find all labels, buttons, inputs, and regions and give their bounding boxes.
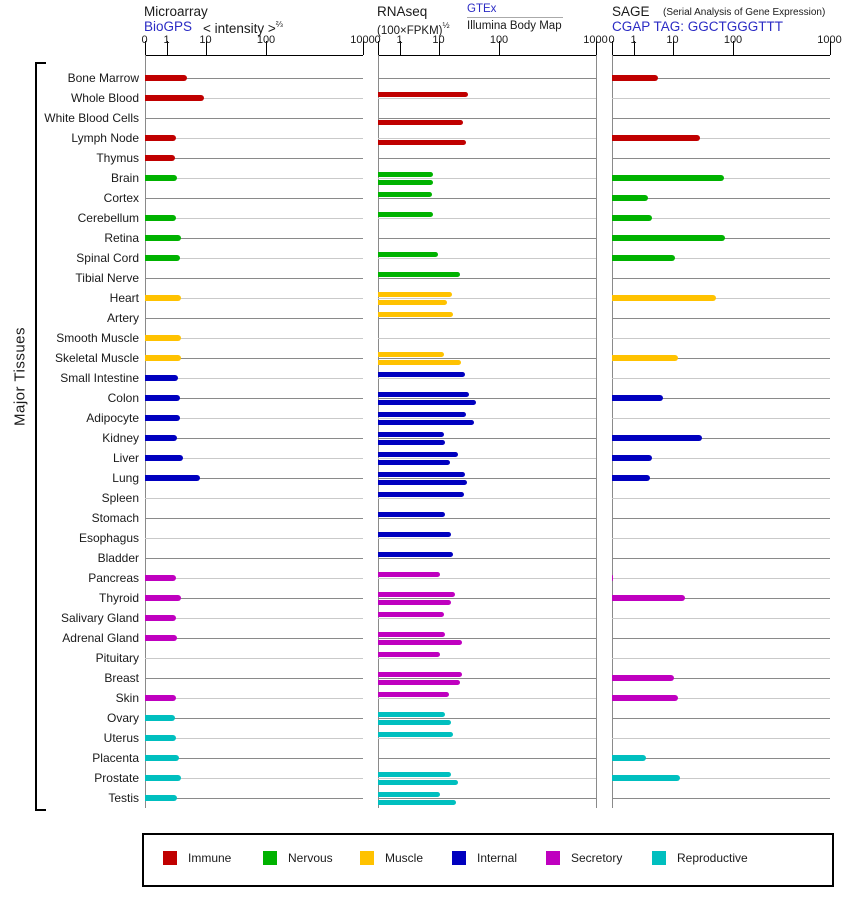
axis-tick-label: 100 [256, 34, 276, 46]
microarray-bar-prostate [145, 775, 181, 781]
rnaseq-gtex-bar-breast [378, 672, 462, 677]
row-gridline [378, 738, 596, 739]
tissue-label-skin: Skin [115, 691, 139, 705]
tissue-label-breast: Breast [104, 671, 139, 685]
rnaseq-illumina-bar-white-blood-cells [378, 120, 463, 125]
row-gridline [378, 158, 596, 159]
microarray-bar-whole-blood [145, 95, 204, 101]
tissue-label-adrenal-gland: Adrenal Gland [62, 631, 139, 645]
axis-tick-label: 1 [163, 34, 170, 46]
tissue-label-smooth-muscle: Smooth Muscle [56, 331, 139, 345]
sage-bar-retina [612, 235, 726, 241]
microarray-bar-small-intestine [145, 375, 179, 381]
axis-tick-label: 1000 [583, 34, 608, 46]
sage-bar-colon [612, 395, 664, 401]
row-gridline [612, 798, 830, 799]
row-gridline [378, 378, 596, 379]
tissue-label-colon: Colon [107, 391, 139, 405]
rnaseq-illumina-bar-heart [378, 300, 447, 305]
rnaseq-illumina-bar-colon [378, 400, 476, 405]
row-gridline [145, 318, 363, 319]
row-gridline [145, 118, 363, 119]
row-gridline [145, 138, 363, 139]
legend-item-reproductive [652, 851, 748, 865]
rnaseq-illumina-bar-adipocyte [378, 420, 475, 425]
microarray-bar-colon [145, 395, 180, 401]
row-gridline [378, 458, 596, 459]
tissue-label-kidney: Kidney [102, 431, 139, 445]
legend-swatch-muscle [360, 851, 374, 865]
tissue-label-thymus: Thymus [96, 151, 139, 165]
microarray-bar-placenta [145, 755, 180, 761]
rnaseq-gtex-bar-stomach [378, 512, 445, 517]
microarray-bar-thymus [145, 155, 176, 161]
rnaseq-gtex-bar-cerebellum [378, 212, 433, 217]
tissue-label-whole-blood: Whole Blood [70, 91, 139, 105]
axis-tick-label: 0 [608, 34, 615, 46]
tissue-label-ovary: Ovary [106, 711, 139, 725]
row-gridline [378, 798, 596, 799]
rnaseq-gtex-bar-adipocyte [378, 412, 467, 417]
tissue-label-cortex: Cortex [103, 191, 139, 205]
tissue-label-bone-marrow: Bone Marrow [67, 71, 139, 85]
row-gridline [378, 258, 596, 259]
microarray-scale-label: < intensity >$^{\frac{2}{3}}$ [203, 19, 283, 36]
row-gridline [612, 558, 830, 559]
row-gridline [145, 518, 363, 519]
rnaseq-title: RNAseq [377, 4, 428, 19]
row-gridline [378, 318, 596, 319]
microarray-bar-retina [145, 235, 182, 241]
row-gridline [145, 638, 363, 639]
tissue-label-esophagus: Esophagus [78, 531, 139, 545]
legend-swatch-nervous [263, 851, 277, 865]
row-gridline [145, 218, 363, 219]
row-gridline [378, 218, 596, 219]
microarray-bar-spinal-cord [145, 255, 180, 261]
rnaseq-gtex-bar-heart [378, 292, 452, 297]
rnaseq-gtex-bar-spleen [378, 492, 464, 497]
tissue-label-tibial-nerve: Tibial Nerve [75, 271, 139, 285]
row-gridline [612, 98, 830, 99]
row-gridline [378, 298, 596, 299]
rnaseq-gtex-bar-liver [378, 452, 458, 457]
microarray-bar-smooth-muscle [145, 335, 181, 341]
tissue-label-pancreas: Pancreas [88, 571, 139, 585]
microarray-bar-lung [145, 475, 200, 481]
row-gridline [378, 718, 596, 719]
tissue-label-pituitary: Pituitary [95, 651, 139, 665]
axis-tick-label: 1000 [350, 34, 375, 46]
row-gridline [378, 238, 596, 239]
microarray-bar-uterus [145, 735, 177, 741]
row-gridline [378, 198, 596, 199]
row-gridline [378, 358, 596, 359]
row-gridline [612, 378, 830, 379]
microarray-bar-skeletal-muscle [145, 355, 181, 361]
legend-label-secretory: Secretory [571, 851, 623, 865]
legend-item-muscle [360, 851, 423, 865]
axis-tick-label: 10 [199, 34, 212, 46]
rnaseq-gtex-bar-uterus [378, 732, 454, 737]
legend-label-immune: Immune [188, 851, 232, 865]
row-gridline [145, 278, 363, 279]
rnaseq-gtex-bar-tibial-nerve [378, 272, 461, 277]
row-gridline [612, 118, 830, 119]
microarray-bar-liver [145, 455, 184, 461]
rnaseq-illumina-bar-thyroid [378, 600, 451, 605]
microarray-bar-testis [145, 795, 178, 801]
tissue-label-white-blood-cells: White Blood Cells [44, 111, 139, 125]
rnaseq-gtex-bar-pancreas [378, 572, 441, 577]
axis-tick-label: 100 [723, 34, 743, 46]
row-gridline [378, 638, 596, 639]
tissue-label-salivary-gland: Salivary Gland [60, 611, 139, 625]
tissue-label-brain: Brain [110, 171, 139, 185]
row-gridline [145, 698, 363, 699]
rnaseq-gtex-bar-colon [378, 392, 470, 397]
rnaseq-illumina-bar-adrenal-gland [378, 640, 462, 645]
row-gridline [378, 678, 596, 679]
tissue-label-testis: Testis [108, 791, 139, 805]
rnaseq-gtex-bar-small-intestine [378, 372, 465, 377]
gtex-link[interactable]: GTEx [467, 3, 497, 15]
row-gridline [145, 158, 363, 159]
row-gridline [378, 398, 596, 399]
sage-bar-placenta [612, 755, 647, 761]
rnaseq-illumina-bar-skeletal-muscle [378, 360, 462, 365]
row-gridline [378, 578, 596, 579]
tissue-label-lung: Lung [112, 471, 139, 485]
biogps-link[interactable]: BioGPS [144, 19, 193, 34]
row-gridline [145, 558, 363, 559]
microarray-bar-thyroid [145, 595, 181, 601]
rnaseq-gtex-bar-adrenal-gland [378, 632, 445, 637]
axis-tick-label: 0 [374, 34, 381, 46]
tissue-label-bladder: Bladder [97, 551, 139, 565]
sage-bar-thyroid [612, 595, 686, 601]
sage-bar-skin [612, 695, 679, 701]
microarray-scale-exponent: ⅔ [275, 19, 283, 29]
microarray-bar-kidney [145, 435, 178, 441]
sage-bar-lung [612, 475, 651, 481]
sage-title: SAGE [612, 4, 650, 19]
rnaseq-gtex-bar-testis [378, 792, 441, 797]
microarray-bar-pancreas [145, 575, 177, 581]
row-gridline [145, 538, 363, 539]
axis-baseline [145, 55, 364, 56]
microarray-bar-salivary-gland [145, 615, 177, 621]
row-gridline [612, 738, 830, 739]
tissue-label-placenta: Placenta [92, 751, 139, 765]
rnaseq-gtex-bar-cortex [378, 192, 433, 197]
row-gridline [612, 518, 830, 519]
rnaseq-gtex-bar-lung [378, 472, 466, 477]
illumina-body-map-label: Illumina Body Map [467, 20, 562, 32]
sage-bar-bone-marrow [612, 75, 658, 81]
row-gridline [378, 518, 596, 519]
row-gridline [612, 338, 830, 339]
tissue-label-stomach: Stomach [91, 511, 139, 525]
tissue-label-retina: Retina [104, 231, 139, 245]
legend-swatch-internal [452, 851, 466, 865]
tissue-label-liver: Liver [112, 451, 139, 465]
row-gridline [612, 498, 830, 499]
row-gridline [145, 438, 363, 439]
sage-bar-heart [612, 295, 716, 301]
rnaseq-scale-exponent: ½ [442, 20, 450, 30]
row-gridline [378, 758, 596, 759]
row-gridline [145, 578, 363, 579]
axis-tick-label: 1000 [817, 34, 842, 46]
axis-baseline [612, 55, 831, 56]
row-gridline [145, 718, 363, 719]
axis-tick-label: 1 [630, 34, 637, 46]
row-gridline [145, 618, 363, 619]
legend-label-muscle: Muscle [385, 851, 424, 865]
microarray-bar-skin [145, 695, 177, 701]
rnaseq-gtex-bar-kidney [378, 432, 444, 437]
tissue-label-spleen: Spleen [101, 491, 139, 505]
row-gridline [612, 718, 830, 719]
row-gridline [612, 418, 830, 419]
row-gridline [378, 118, 596, 119]
row-gridline [378, 178, 596, 179]
axis-tick-label: 10 [666, 34, 679, 46]
tissue-label-small-intestine: Small Intestine [60, 371, 139, 385]
microarray-bar-adipocyte [145, 415, 180, 421]
rnaseq-illumina-bar-brain [378, 180, 434, 185]
sage-subtitle: (Serial Analysis of Gene Expression) [663, 7, 826, 18]
row-gridline [378, 658, 596, 659]
axis-baseline [378, 55, 597, 56]
row-gridline [145, 198, 363, 199]
rnaseq-gtex-bar-esophagus [378, 532, 452, 537]
row-gridline [378, 98, 596, 99]
row-gridline [378, 618, 596, 619]
major-tissues-label: Major Tissues [11, 326, 29, 427]
row-gridline [612, 578, 830, 579]
legend-swatch-immune [163, 851, 177, 865]
rnaseq-gtex-bar-bladder [378, 552, 454, 557]
rnaseq-illumina-bar-breast [378, 680, 461, 685]
sage-bar-brain [612, 175, 725, 181]
row-gridline [378, 538, 596, 539]
rnaseq-gtex-bar-artery [378, 312, 454, 317]
sage-bar-pancreas [612, 575, 614, 581]
axis-tick-label: 100 [489, 34, 509, 46]
rnaseq-illumina-bar-lymph-node [378, 140, 466, 145]
row-gridline [378, 138, 596, 139]
legend-label-reproductive: Reproductive [677, 851, 748, 865]
legend-item-immune [163, 851, 231, 865]
rnaseq-illumina-bar-liver [378, 460, 450, 465]
legend-label-nervous: Nervous [288, 851, 333, 865]
legend-item-internal [452, 851, 517, 865]
rnaseq-gtex-bar-salivary-gland [378, 612, 444, 617]
rnaseq-scale-label: (100×FPKM)$^{\frac{1}{2}}$ [377, 20, 450, 37]
rnaseq-gtex-bar-skin [378, 692, 450, 697]
row-gridline [145, 178, 363, 179]
row-gridline [145, 738, 363, 739]
axis-tick-label: 1 [396, 34, 403, 46]
microarray-bar-ovary [145, 715, 176, 721]
microarray-bar-brain [145, 175, 178, 181]
rnaseq-gtex-bar-skeletal-muscle [378, 352, 444, 357]
row-gridline [612, 658, 830, 659]
rnaseq-gtex-bar-prostate [378, 772, 452, 777]
sage-bar-prostate [612, 775, 681, 781]
tissue-label-prostate: Prostate [94, 771, 139, 785]
sage-bar-liver [612, 455, 653, 461]
rnaseq-gtex-bar-spinal-cord [378, 252, 439, 257]
row-gridline [378, 778, 596, 779]
sage-bar-lymph-node [612, 135, 701, 141]
legend-label-internal: Internal [477, 851, 518, 865]
rnaseq-illumina-bar-testis [378, 800, 457, 805]
row-gridline [612, 318, 830, 319]
legend [142, 833, 834, 887]
tissue-label-cerebellum: Cerebellum [77, 211, 139, 225]
row-gridline [145, 658, 363, 659]
axis-tick-label: 10 [432, 34, 445, 46]
tissue-label-artery: Artery [106, 311, 139, 325]
row-gridline [378, 558, 596, 559]
tissue-label-spinal-cord: Spinal Cord [76, 251, 139, 265]
row-gridline [378, 338, 596, 339]
legend-swatch-reproductive [652, 851, 666, 865]
rnaseq-gtex-bar-thyroid [378, 592, 455, 597]
sage-bar-cerebellum [612, 215, 653, 221]
rnaseq-panel-right-border [596, 55, 597, 808]
rnaseq-illumina-bar-lung [378, 480, 467, 485]
row-gridline [612, 158, 830, 159]
row-gridline [612, 278, 830, 279]
rnaseq-illumina-bar-kidney [378, 440, 445, 445]
row-gridline [378, 418, 596, 419]
microarray-bar-bone-marrow [145, 75, 188, 81]
tissue-label-uterus: Uterus [103, 731, 139, 745]
rnaseq-gtex-bar-pituitary [378, 652, 441, 657]
rnaseq-illumina-bar-ovary [378, 720, 452, 725]
sage-bar-skeletal-muscle [612, 355, 679, 361]
microarray-bar-cerebellum [145, 215, 177, 221]
legend-item-secretory [546, 851, 622, 865]
row-gridline [612, 618, 830, 619]
rnaseq-gtex-bar-whole-blood [378, 92, 469, 97]
axis-tick-label: 0 [141, 34, 148, 46]
legend-swatch-secretory [546, 851, 560, 865]
microarray-bar-heart [145, 295, 182, 301]
rnaseq-illumina-bar-prostate [378, 780, 458, 785]
sage-bar-breast [612, 675, 675, 681]
row-gridline [145, 678, 363, 679]
sage-bar-cortex [612, 195, 649, 201]
row-gridline [378, 438, 596, 439]
legend-item-nervous [263, 851, 333, 865]
tissue-label-thyroid: Thyroid [98, 591, 139, 605]
sage-bar-spinal-cord [612, 255, 676, 261]
row-gridline [145, 798, 363, 799]
row-gridline [378, 698, 596, 699]
sage-bar-kidney [612, 435, 703, 441]
microarray-title: Microarray [144, 4, 208, 19]
tissue-label-adipocyte: Adipocyte [86, 411, 139, 425]
row-gridline [612, 638, 830, 639]
tissue-label-skeletal-muscle: Skeletal Muscle [54, 351, 139, 365]
microarray-bar-lymph-node [145, 135, 177, 141]
row-gridline [378, 478, 596, 479]
rnaseq-gtex-bar-ovary [378, 712, 445, 717]
tissue-label-lymph-node: Lymph Node [71, 131, 139, 145]
row-gridline [378, 498, 596, 499]
cgap-tag-link[interactable]: CGAP TAG: GGCTGGGTTT [612, 19, 784, 34]
row-gridline [378, 598, 596, 599]
microarray-bar-adrenal-gland [145, 635, 178, 641]
row-gridline [378, 278, 596, 279]
row-gridline [145, 498, 363, 499]
rnaseq-gtex-bar-brain [378, 172, 433, 177]
row-gridline [378, 78, 596, 79]
row-gridline [612, 538, 830, 539]
tissue-label-heart: Heart [109, 291, 139, 305]
